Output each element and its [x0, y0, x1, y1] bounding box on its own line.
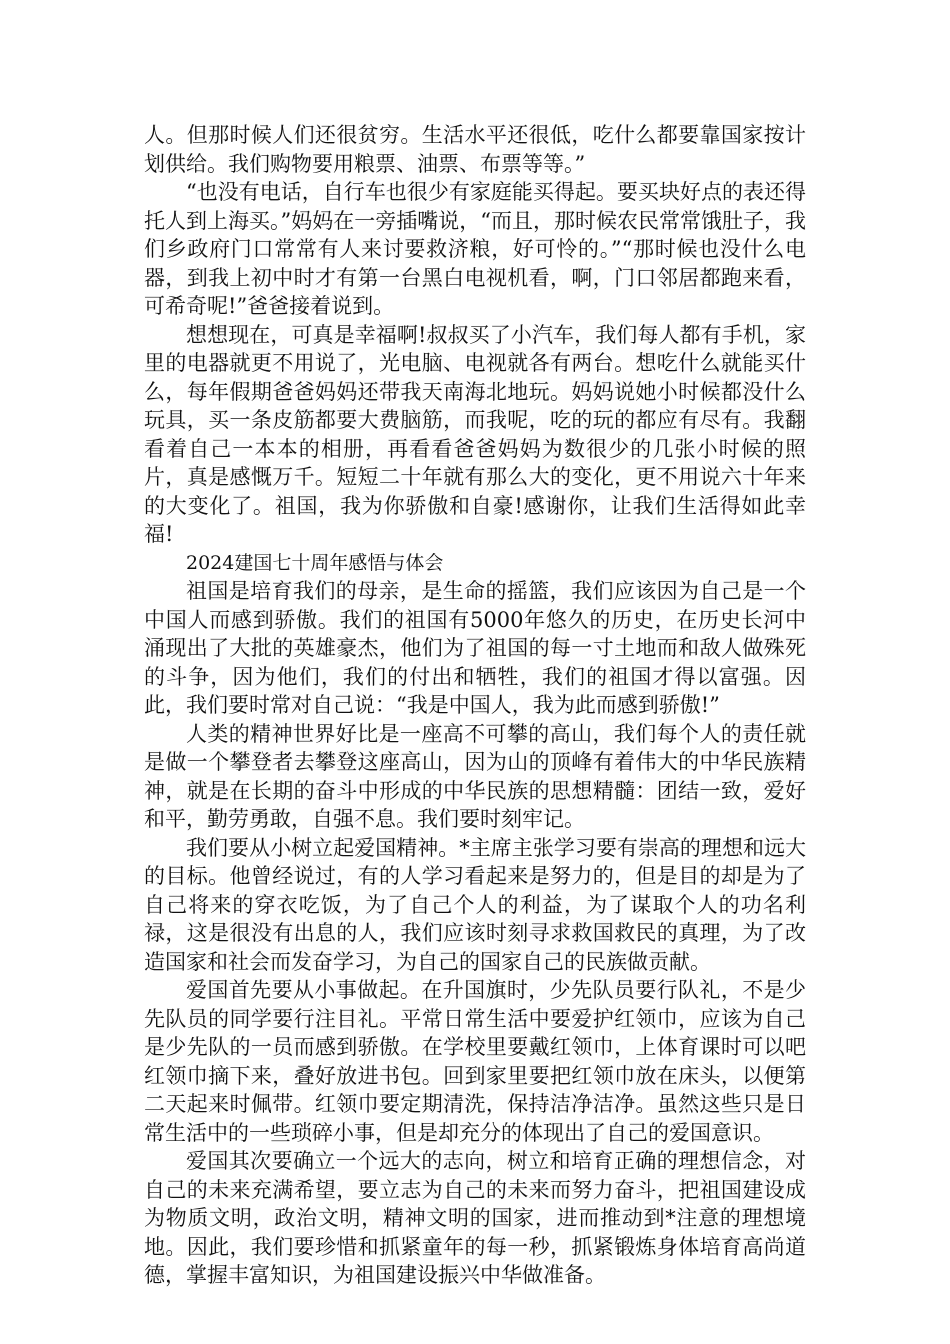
- document-page: [144, 121, 806, 1290]
- paragraph-ambition: 爱国其次要确立一个远大的志向，树立和培育正确的理想信念，对自己的未来充满希望，要立志为自己的未来而努力奋斗，把祖国建设成为物质文明，政治文明，精神文明的国家，进而推动到*注意的理想境地。因此，我们要珍惜和抓紧童年的每一秒，抓紧锻炼身体培育高尚道德，掌握丰富知识，为祖国建设振兴中华做准备。: [144, 1149, 806, 1287]
- paragraph-small-things: 爱国首先要从小事做起。在升国旗时，少先队员要行队礼，不是少先队员的同学要行注目礼。平常日常生活中要爱护红领巾，应该为自己是少先队的一员而感到骄傲。在学校里要戴红领巾，上体育课时可以吧红领巾摘下来，叠好放进书包。回到家里要把红领巾放在床头，以便第二天起来时佩带。红领巾要定期清洗，保持洁净洁净。虽然这些只是日常生活中的一些琐碎小事，但是却充分的体现出了自己的爱国意识。: [144, 978, 806, 1145]
- paragraph-continuation: 人。但那时候人们还很贫穷。生活水平还很低，吃什么都要靠国家按计划供给。我们购物要用粮票、油票、布票等等。”: [144, 123, 806, 176]
- paragraph-happiness-now: 想想现在，可真是幸福啊!叔叔买了小汽车，我们每人都有手机，家里的电器就更不用说了，光电脑、电视就各有两台。想吃什么就能买什么，每年假期爸爸妈妈还带我天南海北地玩。妈妈说她小时候都没什么玩具，买一条皮筋都要大费脑筋，而我呢，吃的玩的都应有尽有。我翻看着自己一本本的相册，再看看爸爸妈妈为数很少的几张小时候的照片，真是感慨万千。短短二十年就有那么大的变化，更不用说六十年来的大变化了。祖国，我为你骄傲和自豪!感谢你，让我们生活得如此幸福!: [144, 322, 806, 546]
- paragraph-patriotic-spirit: 我们要从小树立起爱国精神。*主席主张学习要有崇高的理想和远大的目标。他曾经说过，有的人学习看起来是努力的，但是目的却是为了自己将来的穿衣吃饭，为了自己个人的利益，为了谋取个人的功名利禄，这是很没有出息的人，我们应该时刻寻求救国救民的真理，为了改造国家和社会而发奋学习，为自己的国家自己的民族做贡献。: [144, 835, 806, 974]
- paragraph-motherland-cradle: 祖国是培育我们的母亲，是生命的摇篮，我们应该因为自己是一个中国人而感到骄傲。我们的祖国有5000年悠久的历史，在历史长河中涌现出了大批的英雄豪杰，他们为了祖国的每一寸土地而和敌人做殊死的斗争，因为他们，我们的付出和牺牲，我们的祖国才得以富强。因此，我们要时常对自己说：“我是中国人，我为此而感到骄傲!”: [144, 579, 806, 717]
- paragraph-phone-bicycle: “也没有电话，自行车也很少有家庭能买得起。要买块好点的表还得托人到上海买。”妈妈在一旁插嘴说，“而且，那时候农民常常饿肚子，我们乡政府门口常常有人来讨要救济粮，好可怜的。”“那时候也没什么电器，到我上初中时才有第一台黑白电视机看，啊，门口邻居都跑来看，可希奇呢!”爸爸接着说到。: [144, 180, 806, 318]
- section-heading: 2024建国七十周年感悟与体会: [186, 551, 444, 574]
- paragraph-spiritual-world: 人类的精神世界好比是一座高不可攀的高山，我们每个人的责任就是做一个攀登者去攀登这座高山，因为山的顶峰有着伟大的中华民族精神，就是在长期的奋斗中形成的中华民族的思想精髓：团结一致，爱好和平，勤劳勇敢，自强不息。我们要时刻牢记。: [144, 721, 806, 831]
